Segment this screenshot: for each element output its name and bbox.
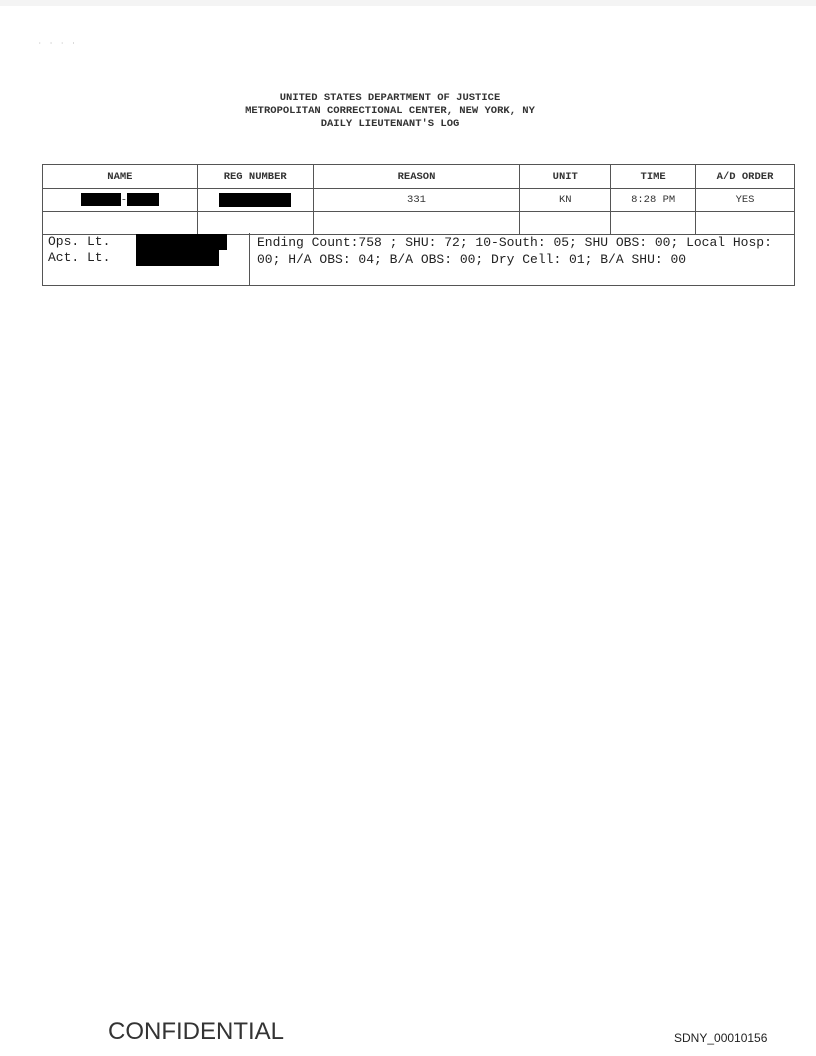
- redaction-box: [81, 193, 121, 206]
- summary-divider: [249, 233, 250, 285]
- header-line-2: METROPOLITAN CORRECTIONAL CENTER, NEW YORK, NY: [245, 105, 535, 117]
- reason-cell: 331: [313, 189, 520, 212]
- table-row: [43, 189, 795, 212]
- redaction-box: [219, 193, 291, 207]
- column-header-reg-number: REG NUMBER: [197, 165, 313, 189]
- bates-number: SDNY_00010156: [674, 1031, 768, 1045]
- empty-cell: [696, 212, 795, 235]
- ad-order-cell: YES: [696, 189, 795, 212]
- empty-cell: [611, 212, 696, 235]
- empty-cell: [520, 212, 611, 235]
- header-line-1: UNITED STATES DEPARTMENT OF JUSTICE: [279, 92, 501, 104]
- column-header-unit: UNIT: [520, 165, 611, 189]
- header-line-3: DAILY LIEUTENANT'S LOG: [320, 118, 460, 130]
- redaction-box: [136, 250, 219, 266]
- table-header-row: [43, 165, 795, 189]
- column-header-reason: REASON: [313, 165, 520, 189]
- scan-artifact: [0, 0, 816, 6]
- unit-cell: KN: [520, 189, 611, 212]
- reg-number-cell: [197, 189, 313, 212]
- redaction-box: [136, 234, 227, 250]
- column-header-time: TIME: [611, 165, 696, 189]
- document-header: [0, 92, 780, 131]
- time-cell: 8:28 PM: [611, 189, 696, 212]
- table-row-empty: [43, 212, 795, 235]
- summary-box: [42, 233, 795, 286]
- lieutenant-block: [48, 234, 130, 266]
- ending-counts-text: Ending Count:758 ; SHU: 72; 10-South: 05; SHU OBS: 00; Local Hosp: 00; H/A OBS: 04; B/A OBS: 00; Dry Cell: 01; B/A SHU: 00: [257, 235, 780, 267]
- empty-cell: [313, 212, 520, 235]
- name-separator: -: [120, 194, 128, 207]
- empty-cell: [43, 212, 198, 235]
- redaction-box: [127, 193, 159, 206]
- column-header-name: NAME: [43, 165, 198, 189]
- name-cell: [43, 189, 198, 212]
- scan-marks: · · · ·: [38, 40, 78, 47]
- empty-cell: [197, 212, 313, 235]
- log-table: [42, 164, 795, 235]
- act-lt-label: Act. Lt.: [48, 250, 111, 265]
- ops-lt-label: Ops. Lt.: [48, 234, 111, 249]
- confidential-label: CONFIDENTIAL: [108, 1018, 285, 1045]
- column-header-ad-order: A/D ORDER: [696, 165, 795, 189]
